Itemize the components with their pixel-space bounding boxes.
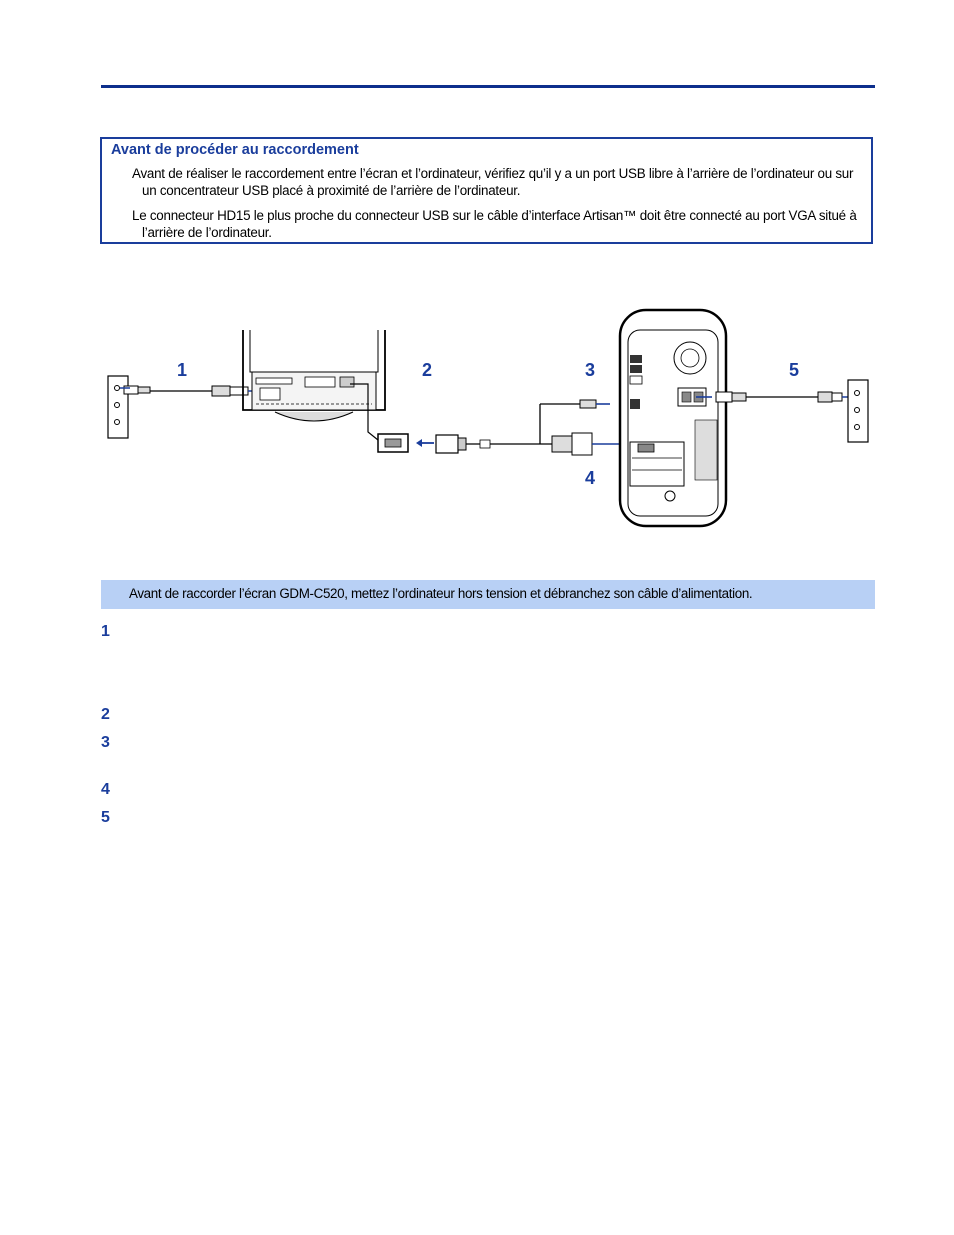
diagram-label-5: 5: [789, 360, 800, 380]
step-number-3: 3: [101, 734, 110, 751]
step-number-1: 1: [101, 623, 110, 640]
connection-diagram: [100, 300, 880, 540]
diagram-label-1: 1: [177, 360, 188, 380]
monitor-rear: [243, 330, 385, 421]
callout-text: Avant de raccorder l’écran GDM-C520, mettez l’ordinateur hors tension et débranchez son câble d’alimentation.: [129, 586, 753, 601]
left-power-cord: [120, 386, 260, 396]
diagram-label-2: 2: [422, 360, 433, 380]
left-wall-outlet: [108, 376, 128, 438]
notice-title: Avant de procéder au raccordement: [111, 142, 359, 158]
computer-tower: [620, 310, 726, 526]
notice-paragraph-usb: Avant de réaliser le raccordement entre l’écran et l’ordinateur, vérifiez qu’il y a un port USB libre à l’arrière de l’ordinateur ou sur un concentrateur USB placé à proximité de l’arrière de l’ordinateur.: [132, 166, 854, 198]
notice-box: [100, 137, 873, 244]
power-off-callout: [101, 580, 875, 609]
step-number-2: 2: [101, 706, 110, 723]
right-power-cord: [696, 392, 852, 402]
step-number-4: 4: [101, 781, 110, 798]
interface-cable: [416, 400, 626, 455]
connection-diagram-svg: [100, 300, 880, 540]
diagram-label-3: 3: [585, 360, 596, 380]
step-number-5: 5: [101, 809, 110, 826]
top-rule: [101, 85, 875, 88]
right-wall-outlet: [848, 380, 868, 442]
notice-paragraph-hd15: Le connecteur HD15 le plus proche du connecteur USB sur le câble d’interface Artisan™ doit être connecté au port VGA situé à l’arrière de l’ordinateur.: [132, 208, 857, 240]
diagram-label-4: 4: [585, 468, 596, 488]
